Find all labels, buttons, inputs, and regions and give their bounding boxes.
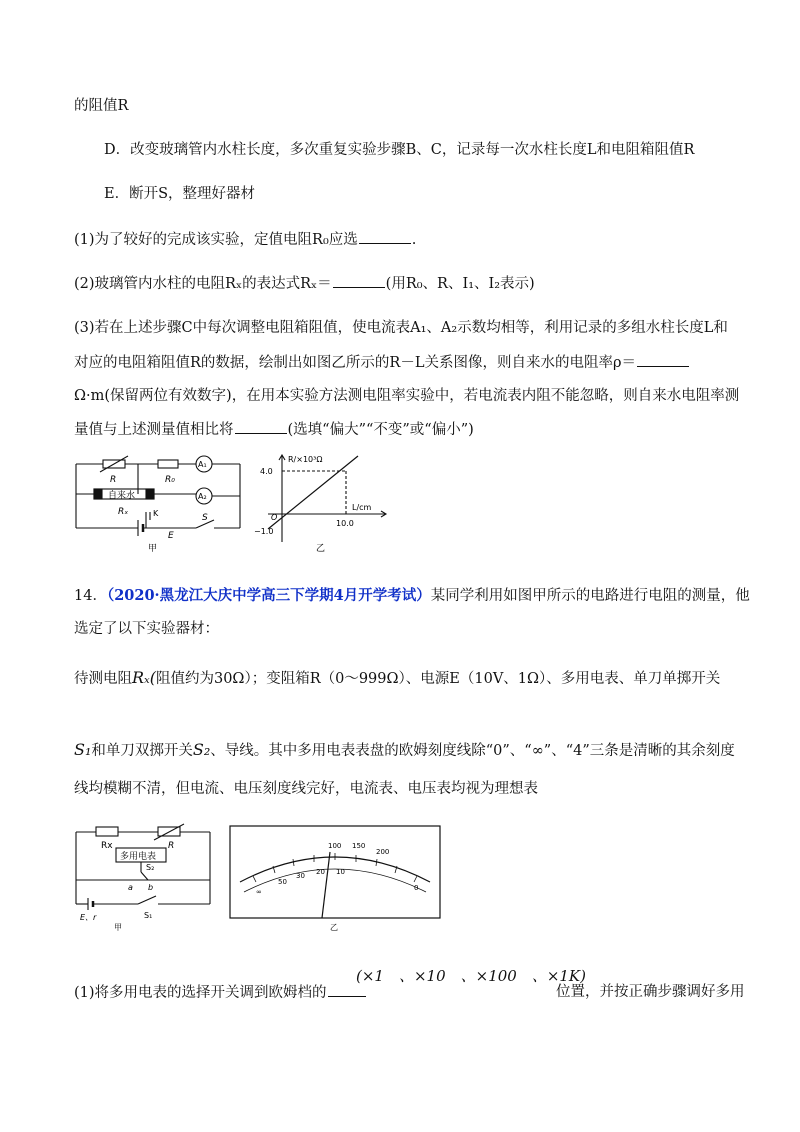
question-3-text: 对应的电阻箱阻值R的数据，绘制出如图乙所示的R－L关系图像，则自来水的电阻率ρ＝	[74, 355, 636, 371]
question-3-line-1: (3)若在上述步骤C中每次调整电阻箱阻值，使电流表A₁、A₂示数均相等，利用记录的多组水柱长度L和	[74, 320, 728, 336]
tick-y-bottom: −1.0	[254, 527, 274, 536]
answer-blank[interactable]	[359, 229, 411, 244]
label-a1: A₁	[198, 460, 207, 469]
label-r: R	[168, 841, 175, 851]
answer-blank[interactable]	[235, 419, 287, 434]
label-k: K	[153, 509, 159, 518]
question-14-line-4	[74, 740, 735, 761]
label-s2: S₂	[146, 863, 155, 872]
scale-label: 0	[414, 884, 419, 892]
label-b: b	[148, 883, 154, 892]
scale-label: 200	[376, 848, 390, 856]
question-3-line-2	[74, 352, 690, 373]
tick-x: 10.0	[336, 519, 354, 528]
question-14-text: 位置，并按正确步骤调好多用	[556, 984, 745, 1000]
label-multimeter: 多用电表	[120, 852, 157, 862]
question-14-text: 和单刀双掷开关	[91, 743, 193, 759]
label-rx: Rₓ	[118, 507, 129, 517]
symbol-s2: S₂	[192, 740, 211, 759]
question-14-sub-1	[74, 982, 367, 1003]
question-14-line-1	[74, 586, 750, 606]
scale-label: ∞	[256, 888, 262, 896]
question-14-text: 待测电阻	[74, 671, 132, 687]
scale-label: 30	[296, 872, 305, 880]
step-d: D．改变玻璃管内水柱长度，多次重复实验步骤B、C，记录每一次水柱长度L和电阻箱阻值R	[104, 142, 695, 158]
range-options: (×1 、×10 、×100 、×1K)	[356, 967, 586, 985]
question-1	[74, 229, 416, 250]
caption-yi: 乙	[316, 544, 326, 554]
label-resistor-box: R	[110, 475, 117, 485]
label-s1: S₁	[144, 911, 153, 920]
symbol-rx: Rₓ(	[132, 668, 156, 687]
label-a: a	[128, 883, 133, 892]
question-3-line-4	[74, 419, 474, 440]
scale-label: 100	[328, 842, 342, 850]
answer-blank[interactable]	[333, 273, 385, 288]
label-water: 自来水	[108, 491, 136, 501]
scale-label: 50	[278, 878, 287, 886]
question-14-text: 、导线。其中多用电表表盘的欧姆刻度线除“0”、“∞”、“4”三条是清晰的其余刻度	[210, 743, 735, 759]
symbol-s1: S₁	[74, 740, 92, 759]
label-rx: Rx	[101, 841, 113, 851]
scale-label: 10	[336, 868, 345, 876]
scale-label: 150	[352, 842, 366, 850]
question-2-end: (用R₀、R、I₁、I₂表示)	[385, 276, 535, 292]
question-14-line-2: 选定了以下实验器材：	[74, 621, 219, 637]
text-line: 的阻值R	[74, 98, 129, 114]
figure-1	[68, 454, 398, 554]
caption-yi-2: 乙	[330, 923, 338, 932]
question-2-text: (2)玻璃管内水柱的电阻Rₓ的表达式Rₓ＝	[74, 276, 332, 292]
step-e: E．断开S，整理好器材	[104, 186, 256, 202]
question-14-text: 某同学利用如图甲所示的电路进行电阻的测量，他	[430, 588, 750, 604]
question-3-line-3: Ω·m(保留两位有效数字)，在用本实验方法测电阻率实验中，若电流表内阻不能忽略，则自来水电阻率测	[74, 388, 740, 404]
graph-xlabel: L/cm	[352, 503, 372, 512]
question-1-text: (1)为了较好的完成该实验，定值电阻R₀应选	[74, 232, 358, 248]
caption-jia: 甲	[148, 544, 158, 554]
label-e: E	[168, 531, 174, 541]
circuit-diagram-2	[76, 824, 210, 910]
question-14-line-3	[74, 668, 720, 689]
scale-label: 20	[316, 868, 325, 876]
figure-2	[68, 822, 448, 932]
graph-origin: O	[271, 513, 278, 522]
tick-y-top: 4.0	[260, 467, 273, 476]
question-3-text: 量值与上述测量值相比将	[74, 422, 234, 438]
label-a2: A₂	[198, 492, 207, 501]
question-14-text: 阻值约为30Ω）；变阻箱R（0～999Ω）、电源E（10V、1Ω）、多用电表、单刀单掷开关	[155, 671, 721, 687]
graph-ylabel: R/×10³Ω	[288, 455, 323, 464]
question-number: 14．	[74, 588, 107, 604]
circuit-diagram	[76, 456, 240, 536]
question-source: （2020·黑龙江大庆中学高三下学期4月开学考试）	[106, 587, 431, 604]
label-er: E、r	[80, 913, 97, 922]
label-s: S	[202, 513, 208, 523]
question-1-end: .	[411, 232, 417, 248]
answer-blank[interactable]	[637, 352, 689, 367]
question-14-text: (1)将多用电表的选择开关调到欧姆档的	[74, 985, 327, 1001]
question-2	[74, 273, 535, 294]
label-r0: R₀	[165, 475, 175, 485]
caption-jia-2: 甲	[114, 923, 122, 932]
question-14-line-5: 线均模糊不清，但电流、电压刻度线完好，电流表、电压表均视为理想表	[74, 781, 538, 797]
question-3-text: (选填“偏大”“不变”或“偏小”)	[287, 422, 474, 438]
graph-axes	[268, 455, 386, 542]
